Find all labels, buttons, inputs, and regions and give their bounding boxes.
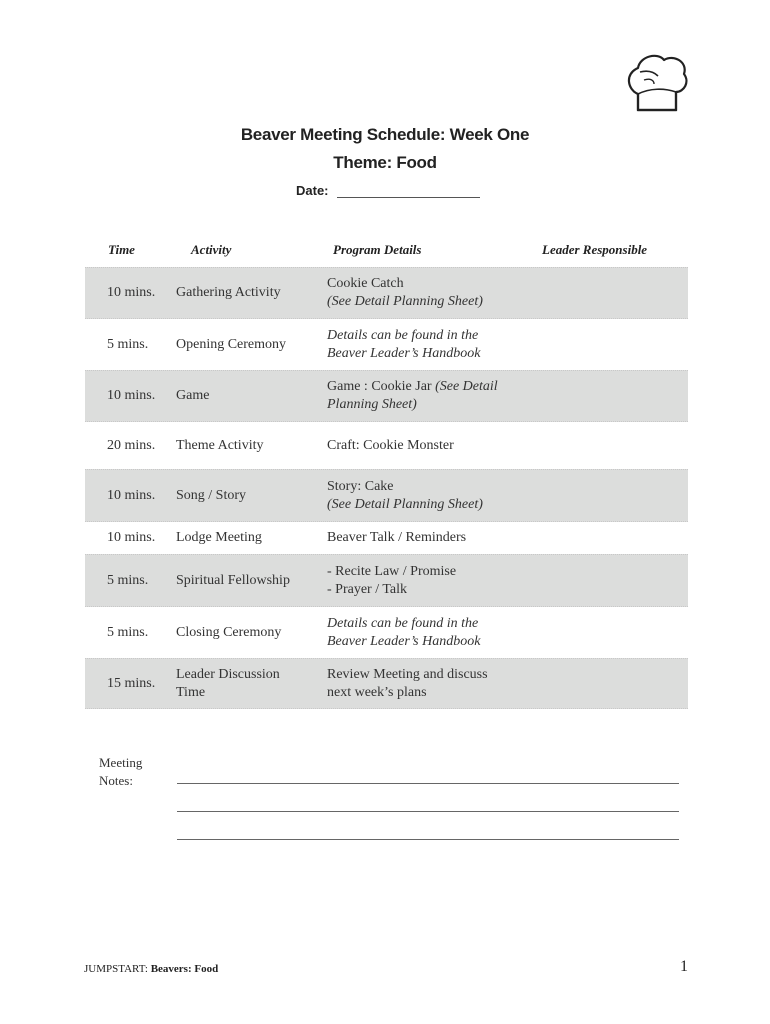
page-number: 1: [680, 958, 688, 975]
table-row: [85, 469, 688, 522]
table-row: [85, 319, 688, 370]
details-cell: Craft: Cookie Monster: [327, 437, 454, 453]
footer-title: JUMPSTART: Beavers: Food: [84, 963, 219, 975]
time-cell: 5 mins.: [107, 572, 149, 588]
details-cell: Story: Cake (See Detail Planning Sheet): [327, 478, 483, 512]
details-cell: Review Meeting and discuss next week’s plans: [327, 666, 488, 700]
column-header-details: Program Details: [333, 242, 422, 257]
page-subtitle: Theme: Food: [333, 153, 437, 172]
chef-hat-icon: [624, 50, 690, 116]
table-row: [85, 607, 688, 658]
time-cell: 10 mins.: [107, 285, 156, 300]
details-cell: Game : Cookie Jar (See Detail Planning Sheet): [327, 379, 498, 412]
activity-cell: Opening Ceremony: [176, 336, 287, 352]
date-label: Date:: [296, 183, 329, 198]
column-header-leader: Leader Responsible: [542, 242, 648, 257]
schedule-table: [85, 267, 688, 709]
time-cell: 10 mins.: [107, 530, 156, 545]
details-cell: - Recite Law / Promise - Prayer / Talk: [327, 563, 457, 597]
notes-line[interactable]: [177, 811, 679, 812]
date-blank-line[interactable]: [337, 184, 480, 198]
time-cell: 15 mins.: [107, 675, 156, 691]
table-row: [85, 554, 688, 607]
time-cell: 5 mins.: [107, 336, 149, 352]
table-row: [85, 422, 688, 469]
time-cell: 5 mins.: [107, 624, 149, 640]
table-row: [85, 658, 688, 709]
activity-cell: Closing Ceremony: [176, 624, 282, 640]
table-row: [85, 370, 688, 422]
column-header-activity: Activity: [191, 242, 232, 257]
activity-cell: Gathering Activity: [176, 285, 281, 300]
meeting-notes-label: Meeting Notes:: [99, 755, 143, 788]
page-title: Beaver Meeting Schedule: Week One: [240, 125, 530, 144]
details-cell: Cookie Catch (See Detail Planning Sheet): [327, 276, 483, 309]
details-cell: Beaver Talk / Reminders: [327, 530, 467, 545]
table-row: [85, 522, 688, 554]
notes-line[interactable]: [177, 783, 679, 784]
table-row: [85, 267, 688, 319]
details-cell: Details can be found in the Beaver Leader’s Handbook: [327, 615, 481, 649]
activity-cell: Song / Story: [176, 487, 247, 503]
notes-line[interactable]: [177, 839, 679, 840]
activity-cell: Spiritual Fellowship: [176, 572, 290, 588]
time-cell: 20 mins.: [107, 437, 156, 453]
activity-cell: Leader Discussion Time: [176, 666, 280, 700]
column-header-time: Time: [108, 242, 135, 257]
activity-cell: Game: [176, 388, 210, 403]
date-field: [296, 183, 480, 198]
activity-cell: Lodge Meeting: [176, 530, 262, 545]
time-cell: 10 mins.: [107, 487, 156, 503]
activity-cell: Theme Activity: [176, 437, 264, 453]
details-cell: Details can be found in the Beaver Leader’s Handbook: [327, 327, 481, 361]
time-cell: 10 mins.: [107, 388, 156, 403]
